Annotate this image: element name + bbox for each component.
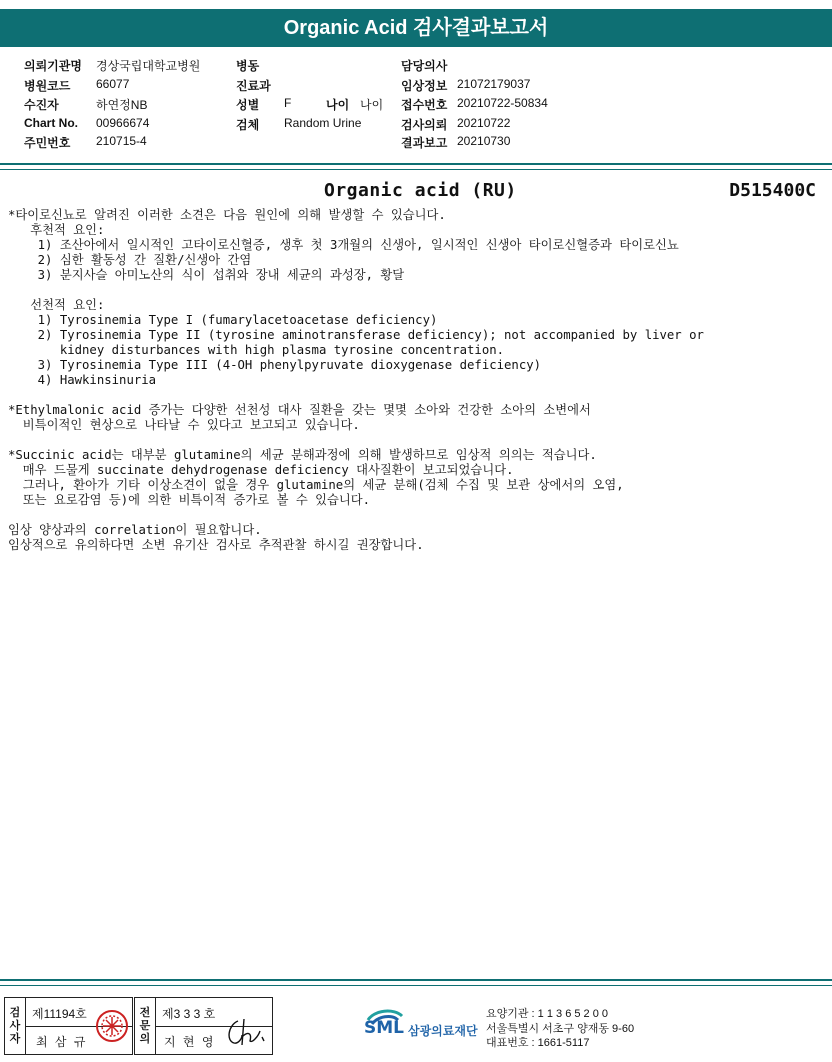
comment-line: 선천적 요인: — [8, 298, 105, 312]
examiner-label: 검 사 자 — [9, 1006, 21, 1045]
comment-line: 또는 요로감염 등)에 의한 비특이적 증가로 볼 수 있습니다. — [8, 493, 371, 507]
header-divider — [0, 163, 832, 165]
section-title: Organic acid (RU) — [324, 180, 517, 201]
info-label: 결과보고 — [401, 136, 448, 150]
sml-logo — [364, 1006, 484, 1050]
info-value: Random Urine — [284, 116, 362, 130]
comment-line: 1) 조산아에서 일시적인 고타이로신혈증, 생후 첫 3개월의 신생아, 일시적인 신생아 타이로신혈증과 타이로신뇨 — [8, 238, 679, 252]
info-value: 20210722 — [457, 116, 511, 130]
info-label: 병동 — [236, 59, 260, 73]
report-title: Organic Acid 검사결과보고서 — [0, 9, 832, 47]
examiner-name: 최 삼 규 — [36, 1035, 88, 1049]
info-value: 66077 — [96, 77, 130, 91]
info-label: 진료과 — [236, 79, 271, 93]
comment-line: 그러나, 환아가 기타 이상소견이 없을 경우 glutamine의 세균 분해(검체 수집 및 보관 상에서의 오염, — [8, 478, 624, 492]
comment-line: *Succinic acid는 대부분 glutamine의 세균 분해과정에 의해 발생하므로 임상적 의의는 적습니다. — [8, 448, 597, 462]
specialist-license: 제3 3 3 호 — [162, 1007, 216, 1021]
section-code: D515400C — [729, 180, 816, 201]
comment-line: 3) 분지사슬 아미노산의 식이 섭취와 장내 세균의 과성장, 황달 — [8, 268, 405, 282]
comment-line: 매우 드물게 succinate dehydrogenase deficiency 대사질환이 보고되었습니다. — [8, 463, 514, 477]
comment-line: 임상 양상과의 correlation이 필요합니다. — [8, 523, 262, 537]
comment-line: 임상적으로 유의하다면 소변 유기산 검사로 추적관찰 하시길 권장합니다. — [8, 538, 424, 552]
info-label: 주민번호 — [24, 136, 71, 150]
signature-box — [4, 997, 274, 1055]
info-value: 21072179037 — [457, 77, 531, 91]
org-contact-info — [486, 1007, 634, 1051]
specialist-label: 전 문 의 — [139, 1006, 151, 1045]
org-address: 서울특별시 서초구 양재동 9-60 — [486, 1022, 635, 1035]
info-value: 경상국립대학교병원 — [96, 59, 201, 73]
examiner-seal-icon — [94, 1005, 130, 1047]
info-value: F — [284, 96, 292, 110]
sml-logo-text: SML — [364, 1018, 404, 1038]
comment-line: 2) 심한 활동성 간 질환/신생아 간염 — [8, 253, 252, 267]
info-label: 접수번호 — [401, 98, 448, 112]
info-label: 담당의사 — [401, 59, 448, 73]
info-label: 수진자 — [24, 98, 59, 112]
blank-line — [8, 283, 828, 298]
info-label: 의뢰기관명 — [24, 59, 82, 73]
comment-line: kidney disturbances with high plasma tyrosine concentration. — [8, 343, 505, 357]
result-comment — [8, 208, 828, 553]
info-label: 병원코드 — [24, 79, 71, 93]
comment-line: 후천적 요인: — [8, 223, 105, 237]
specialist-name: 지 현 영 — [164, 1035, 216, 1049]
info-value: 20210730 — [457, 134, 511, 148]
examiner-license: 제11194호 — [32, 1007, 87, 1021]
info-label: Chart No. — [24, 116, 78, 130]
comment-line: 2) Tyrosinemia Type II (tyrosine aminotransferase deficiency); not accompanied by liver or — [8, 328, 704, 342]
blank-line — [8, 433, 828, 448]
info-value: 00966674 — [96, 116, 150, 130]
info-label: 검사의뢰 — [401, 118, 448, 132]
comment-line: 4) Hawkinsinuria — [8, 373, 157, 387]
header-divider-thin — [0, 169, 832, 170]
info-value: 210715-4 — [96, 134, 147, 148]
info-label: 검체 — [236, 118, 260, 132]
comment-line: *Ethylmalonic acid 증가는 다양한 선천성 대사 질환을 갖는 몇몇 소아와 건강한 소아의 소변에서 — [8, 403, 591, 417]
care-code: 요양기관 : 1 1 3 6 5 2 0 0 — [486, 1008, 609, 1020]
blank-line — [8, 388, 828, 403]
info-value: 20210722-50834 — [457, 96, 548, 110]
comment-line: *타이로신뇨로 알려진 이러한 소견은 다음 원인에 의해 발생할 수 있습니다. — [8, 208, 446, 222]
info-value: 하연정NB — [96, 98, 148, 112]
info-label: 성별 — [236, 98, 260, 112]
comment-line: 3) Tyrosinemia Type III (4-OH phenylpyruvate dioxygenase deficiency) — [8, 358, 542, 372]
org-phone: 대표번호 : 1661-5117 — [486, 1037, 590, 1049]
info-label: 임상정보 — [401, 79, 448, 93]
footer-divider — [0, 979, 832, 981]
comment-line: 1) Tyrosinemia Type I (fumarylacetoacetase deficiency) — [8, 313, 438, 327]
org-name: 삼광의료재단 — [408, 1024, 478, 1038]
age-label: 나이 — [326, 98, 350, 112]
age-value: 나이 — [360, 98, 384, 112]
blank-line — [8, 508, 828, 523]
specialist-signature-icon — [224, 1011, 268, 1051]
comment-line: 비특이적인 현상으로 나타날 수 있다고 보고되고 있습니다. — [8, 418, 360, 432]
footer-divider-thin — [0, 985, 832, 986]
